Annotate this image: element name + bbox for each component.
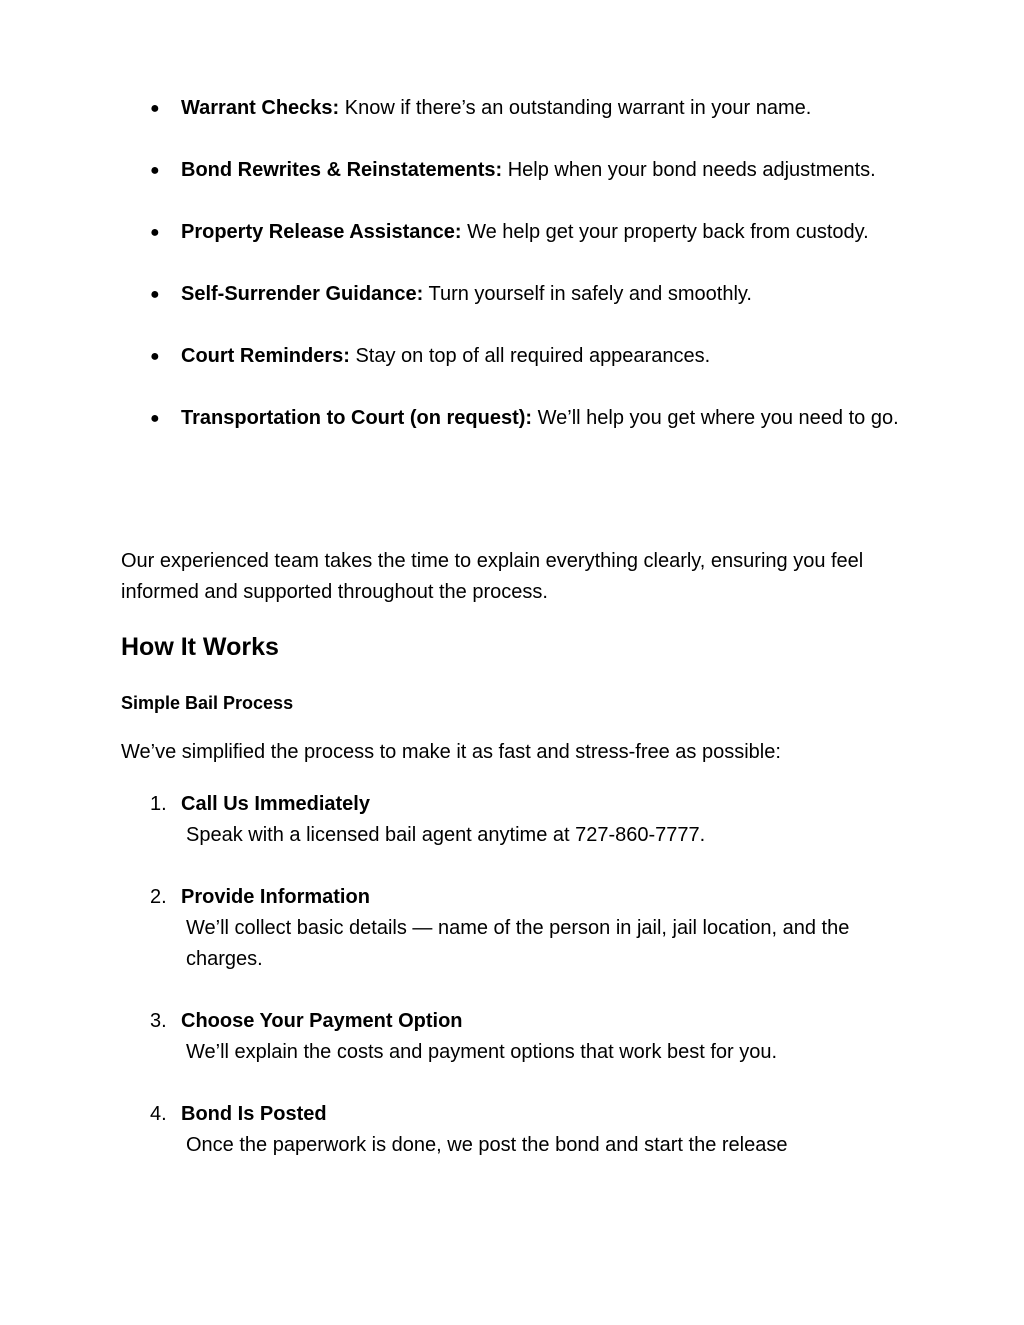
- list-item: [150, 93, 910, 124]
- list-item-text: Turn yourself in safely and smoothly.: [423, 283, 752, 305]
- subheading: Simple Bail Process: [121, 693, 294, 713]
- step-title: Provide Information: [181, 886, 370, 908]
- list-item-label: Court Reminders:: [181, 345, 350, 367]
- step-item: [150, 789, 910, 851]
- list-item-label: Warrant Checks:: [181, 97, 340, 119]
- section-heading: How It Works: [121, 633, 279, 661]
- list-item-label: Bond Rewrites & Reinstatements:: [181, 159, 503, 181]
- bullet-icon: ●: [150, 286, 160, 303]
- services-list: [150, 93, 910, 465]
- step-number: 2.: [150, 886, 167, 908]
- step-description: We’ll explain the costs and payment options that work best for you.: [186, 1041, 778, 1063]
- step-title: Bond Is Posted: [181, 1103, 327, 1125]
- list-item-label: Self-Surrender Guidance:: [181, 283, 424, 305]
- list-item-text: Stay on top of all required appearances.: [349, 345, 711, 367]
- list-item-text: Know if there’s an outstanding warrant in your name.: [339, 97, 812, 119]
- list-item-label: Property Release Assistance:: [181, 221, 462, 243]
- step-title: Call Us Immediately: [181, 793, 370, 815]
- list-item: [150, 341, 910, 372]
- list-item-text: Help when your bond needs adjustments.: [502, 159, 876, 181]
- list-item: [150, 279, 910, 310]
- lead-paragraph: We’ve simplified the process to make it as fast and stress-free as possible:: [121, 741, 781, 763]
- step-item: [150, 1006, 910, 1068]
- list-item-text: We help get your property back from custody.: [461, 221, 869, 243]
- list-item: [150, 217, 910, 248]
- step-number: 4.: [150, 1103, 167, 1125]
- intro-paragraph: Our experienced team takes the time to explain everything clearly, ensuring you feel informed and supported throughout the process.: [121, 550, 864, 603]
- bullet-icon: ●: [150, 348, 160, 365]
- bullet-icon: ●: [150, 410, 160, 427]
- step-number: 1.: [150, 793, 167, 815]
- step-description: We’ll collect basic details — name of the person in jail, jail location, and the charges.: [186, 917, 850, 970]
- steps-list: [150, 789, 910, 1192]
- bullet-icon: ●: [150, 100, 160, 117]
- step-item: [150, 1099, 910, 1161]
- step-title: Choose Your Payment Option: [181, 1010, 463, 1032]
- step-description: Once the paperwork is done, we post the bond and start the release: [186, 1134, 788, 1156]
- step-item: [150, 882, 910, 975]
- list-item: [150, 155, 910, 186]
- step-number: 3.: [150, 1010, 167, 1032]
- bullet-icon: ●: [150, 162, 160, 179]
- bullet-icon: ●: [150, 224, 160, 241]
- list-item: [150, 403, 910, 434]
- list-item-label: Transportation to Court (on request):: [181, 407, 533, 429]
- step-description: Speak with a licensed bail agent anytime at 727-860-7777.: [186, 824, 706, 846]
- list-item-text: We’ll help you get where you need to go.: [532, 407, 899, 429]
